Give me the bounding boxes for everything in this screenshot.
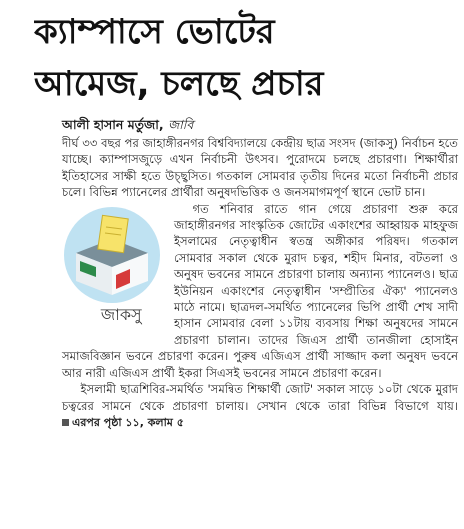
byline-location: জাবি: [167, 117, 194, 132]
figure-caption: জাকসু: [100, 304, 142, 324]
byline: [62, 117, 193, 137]
headline-line-2: আমেজ, চলছে প্রচার: [34, 64, 324, 104]
square-bullet-icon: [62, 419, 69, 426]
paragraph-2-text: গত শনিবার রাতে গান গেয়ে প্রচারণা শুরু করে জাহাঙ্গীরনগর সাংস্কৃতিক জোটের একাংশের আহ্বায়ক মাহফুজ ইসলামের নেতৃত্বাধীন স্বতন্ত্র অঙ্গীকার পরিষদ। গতকাল সোমবার সকাল থেকে মুরাদ চত্বর, শহীদ মিনার, বটতলা ও অনুষদ ভবনের সামনে প্রচারণা চালায় অন্যান্য প্যানেলও। ছাত্র ইউনিয়ন একাংশের নেতৃত্বাধীন 'সম্প্রীতির ঐক্য' প্যানেলও মাঠে নামে। ছাত্রদল-সমর্থিত প্যানেলের ভিপি প্রার্থী শেখ সাদী হাসান সোমবার বেলা ১১টায় ব্যবসায় শিক্ষা অনুষদের সামনে প্রচারণা চালান। তাদের জিএস প্রার্থী তানজীলা হোসাইন সমাজবিজ্ঞান ভবনে প্রচারণা করেন। পুরুষ এজিএস প্রার্থী সাজ্জাদ কলা অনুষদ ভবনে আর নারী এজিএস প্রার্থী ইকরা সিএসই ভবনের সামনে প্রচারণা করেন।: [62, 201, 458, 380]
paragraph-3: [62, 381, 458, 431]
byline-author: আলী হাসান মর্তুজা,: [62, 117, 164, 132]
paragraph-1: দীর্ঘ ৩৩ বছর পর জাহাঙ্গীরনগর বিশ্ববিদ্যালয়ে কেন্দ্রীয় ছাত্র সংসদ (জাকসু) নির্বাচন হতে যাচ্ছে। ক্যাম্পাসজুড়ে এখন নির্বাচনী উৎসব। পুরোদমে চলছে প্রচারণা। শিক্ষার্থীরা ইতিহাসের সাক্ষী হতে উচ্ছ্বসিত। গতকাল সোমবার তৃতীয় দিনের মতো নির্বাচনী প্রচার চলে। বিভিন্ন প্যানেলের প্রার্থীরা অনুষদভিত্তিক ও জনসমাগমপূর্ণ স্থানে ভোট চান।: [62, 136, 458, 200]
paragraph-3-text: ইসলামী ছাত্রশিবির-সমর্থিত 'সমন্বিত শিক্ষার্থী জোট' সকাল সাড়ে ১০টা থেকে মুরাদ চত্বরের সামনে থেকে প্রচারণা চালায়। সেখান থেকে তারা বিভিন্ন বিভাগে যায়।: [62, 382, 458, 413]
jump-reference-text: এরপর পৃষ্ঠা ১১, কলাম ৫: [72, 415, 184, 429]
headline-line-1: ক্যাম্পাসে ভোটের: [34, 12, 275, 52]
headline: [34, 6, 454, 110]
jump-reference[interactable]: [62, 416, 184, 429]
figure: [58, 203, 166, 337]
article-body: [62, 135, 458, 431]
paragraph-2: [62, 201, 458, 381]
ballot-box-icon: [58, 203, 166, 307]
